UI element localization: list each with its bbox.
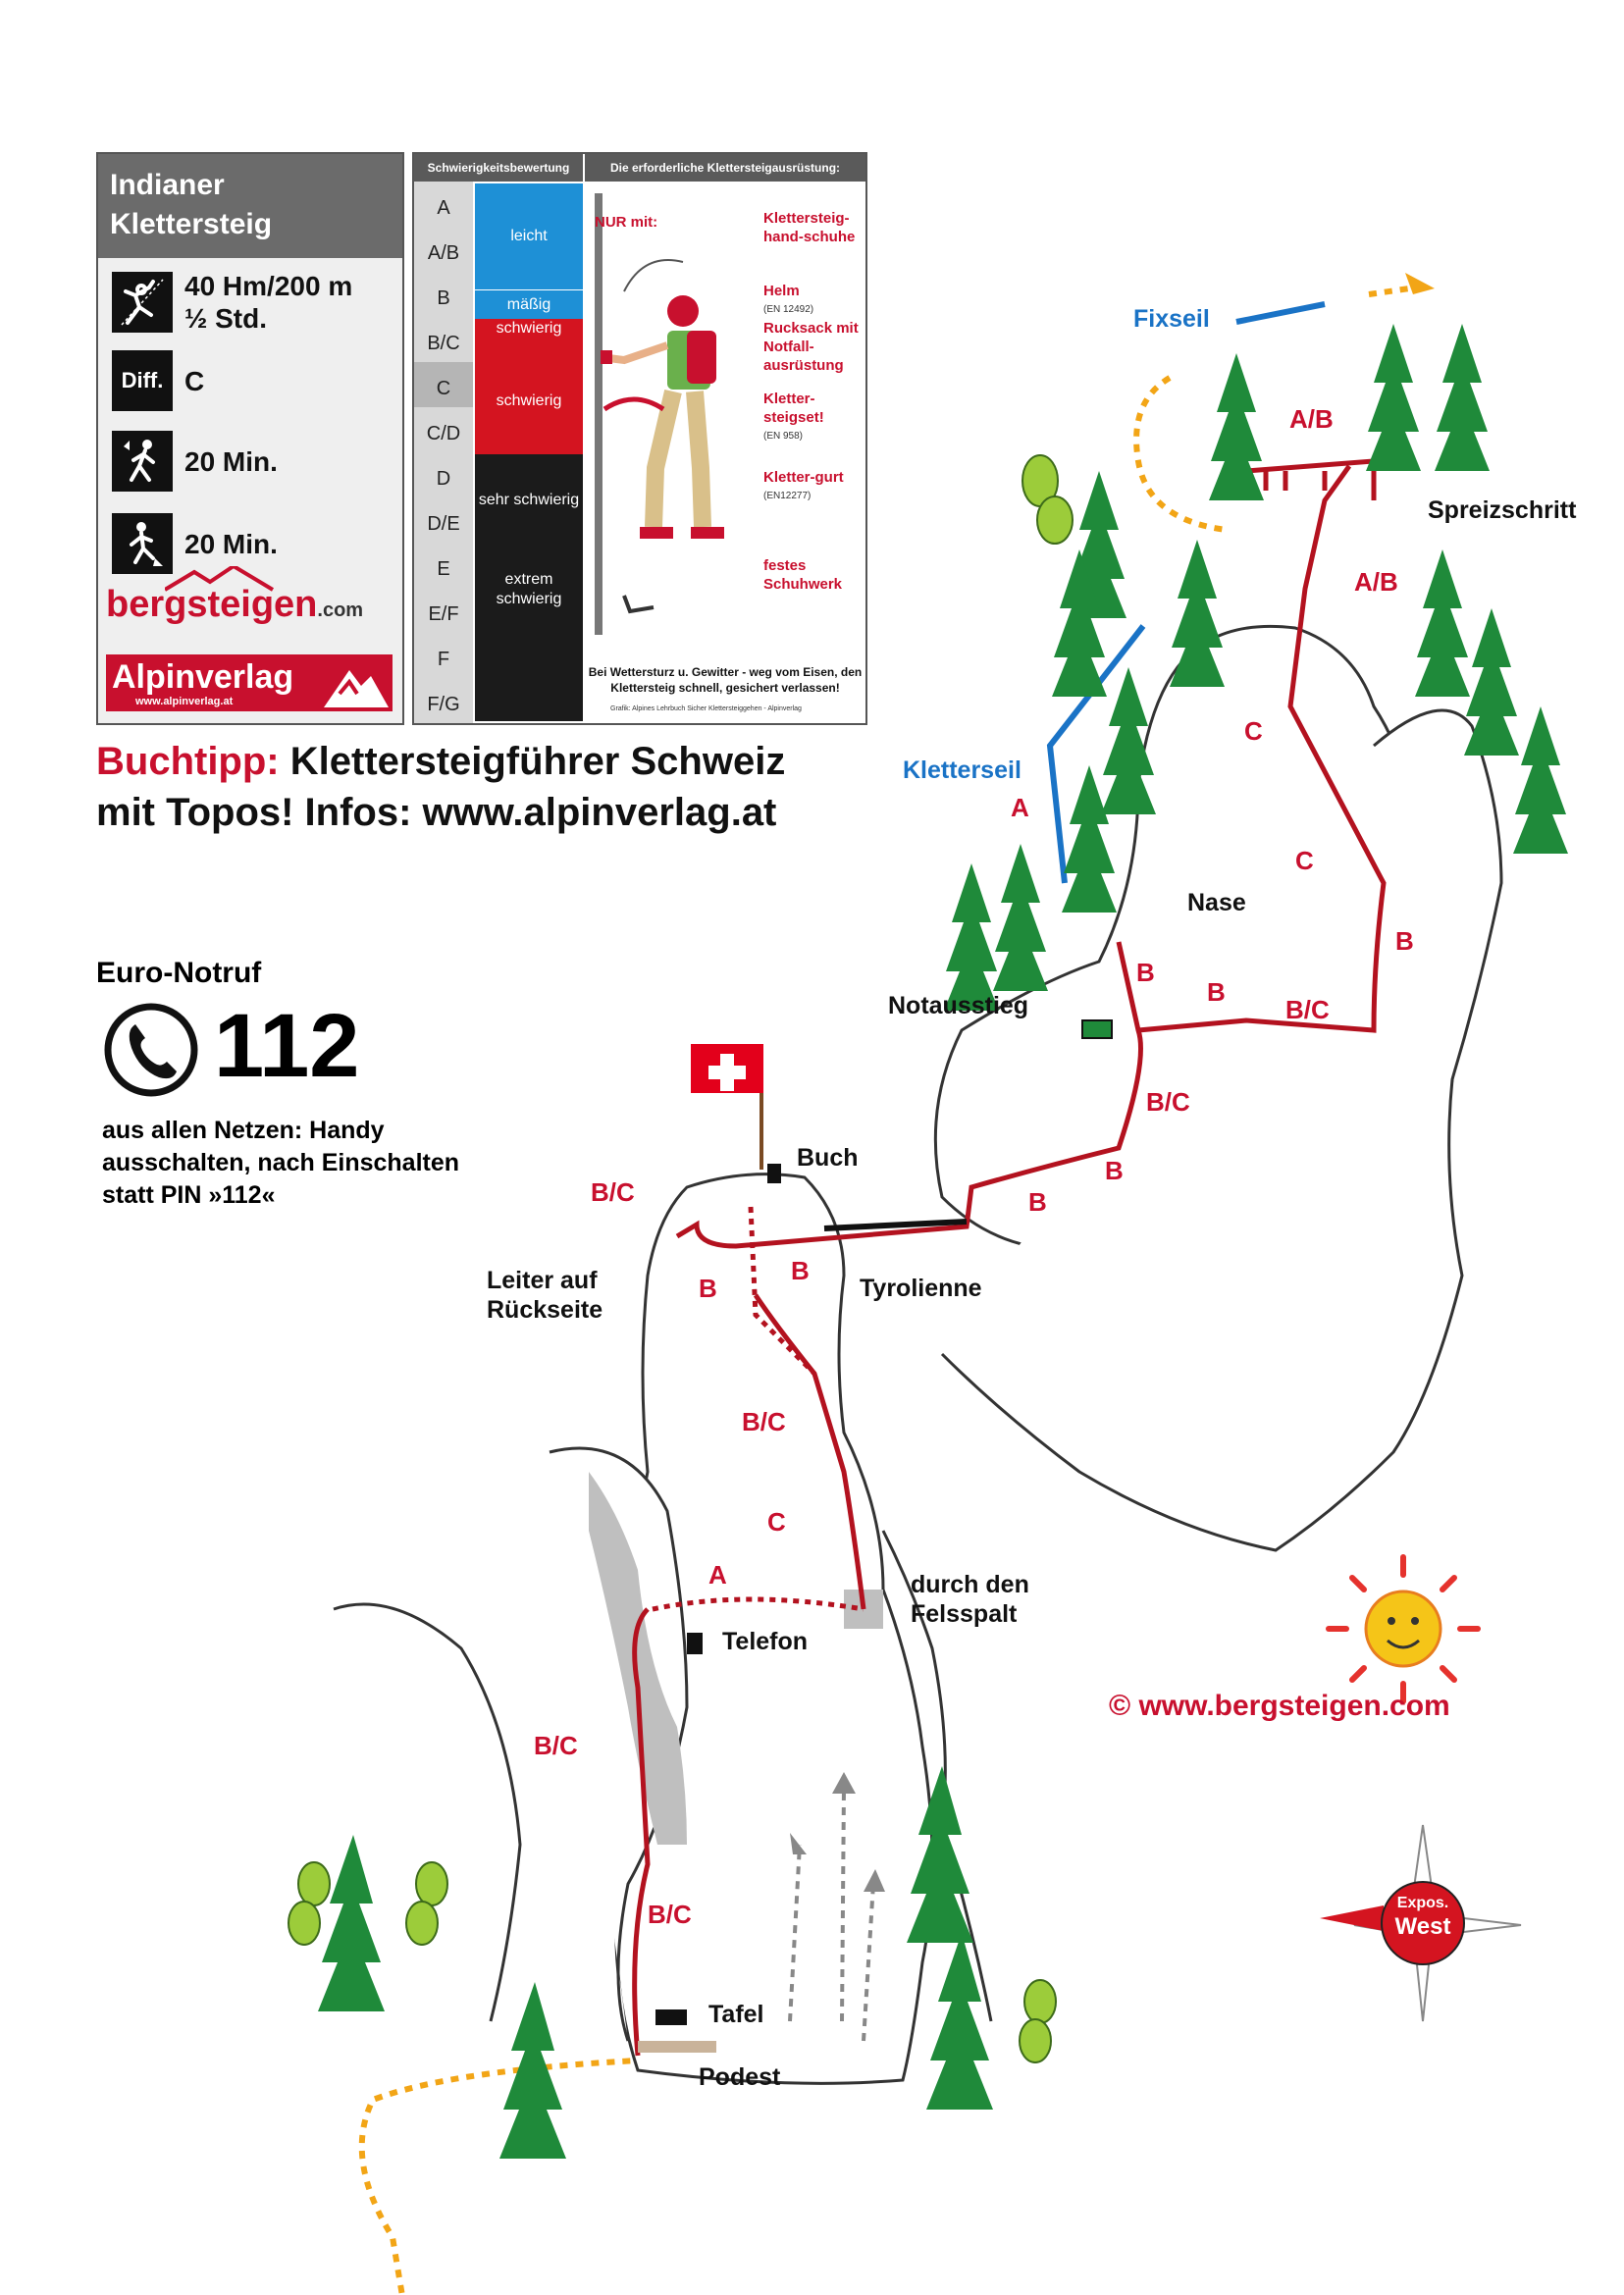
- weather-warning: Bei Wettersturz u. Gewitter - weg vom Eisen, den Klettersteig schnell, gesichert verlassen!: [588, 665, 863, 695]
- grade-label: B/C: [534, 1731, 578, 1760]
- grade-scale-item: C: [436, 377, 451, 399]
- bergsteigen-logo-text: bergsteigen: [106, 584, 318, 625]
- grade-scale-item: B: [437, 287, 450, 309]
- summit-flag-icon: [1405, 273, 1435, 294]
- emergency-title: Euro-Notruf: [96, 957, 262, 989]
- book-tip-info: mit Topos! Infos: www.alpinverlag.at: [96, 791, 777, 834]
- grade-scale-item: C/D: [426, 422, 461, 444]
- difficulty-value: C: [184, 365, 205, 396]
- height-meters: 40 Hm/200 m: [184, 271, 353, 301]
- label-tafel: Tafel: [708, 2001, 764, 2028]
- approach-path: [362, 2060, 638, 2295]
- compass-label-line2: West: [1394, 1913, 1451, 1940]
- grade-label: B: [699, 1274, 717, 1303]
- scale-schwierig-1: schwierig: [475, 319, 583, 348]
- label-leiter-line2: Rückseite: [487, 1296, 603, 1324]
- telefon-marker: [687, 1633, 703, 1654]
- label-fixseil: Fixseil: [1133, 305, 1210, 333]
- label-tyrolienne: Tyrolienne: [860, 1275, 982, 1302]
- grade-label: B/C: [742, 1407, 786, 1436]
- gear-set-norm: (EN 958): [763, 431, 804, 442]
- book-tip-title: Klettersteigführer Schweiz: [289, 740, 786, 783]
- grade-label: B: [1207, 977, 1226, 1007]
- grade-label: B/C: [1285, 995, 1330, 1024]
- sun-icon: [1329, 1557, 1478, 1701]
- copyright-notice: © www.bergsteigen.com: [1109, 1690, 1450, 1722]
- grade-scale-item: B/C: [427, 332, 460, 354]
- gear-rucksack: Rucksack mit Notfall-ausrüstung: [763, 320, 859, 374]
- gear-gurt-norm: (EN12277): [763, 491, 812, 501]
- label-podest: Podest: [699, 2063, 781, 2091]
- gear-schuhwerk: festes Schuhwerk: [763, 557, 843, 593]
- grade-scale-item: F: [437, 648, 450, 670]
- label-felsspalt-line2: Felsspalt: [911, 1600, 1018, 1628]
- grade-scale-item: A: [437, 196, 450, 219]
- compass-label-line1: Expos.: [1396, 1895, 1449, 1911]
- scale-extrem-schwierig: extrem schwierig: [475, 547, 583, 721]
- gear-nur-mit: NUR mit:: [595, 214, 658, 231]
- grade-label: B/C: [591, 1177, 635, 1207]
- duration: ½ Std.: [184, 303, 268, 334]
- emergency-note-line1: aus allen Netzen: Handy: [102, 1117, 385, 1144]
- grade-label: A/B: [1289, 404, 1334, 434]
- label-telefon: Telefon: [722, 1628, 809, 1655]
- label-nase: Nase: [1187, 889, 1246, 916]
- gear-helm-norm: (EN 12492): [763, 304, 814, 315]
- gear-set-label: Kletter-steigset!: [763, 391, 824, 426]
- fixseil-line: [1236, 304, 1325, 322]
- gear-handschuhe: Klettersteig-hand-schuhe: [763, 210, 856, 245]
- grade-label: B/C: [648, 1900, 692, 1929]
- grade-label: A/B: [1354, 567, 1398, 597]
- grade-label: C: [767, 1507, 786, 1537]
- approach-time: 20 Min.: [184, 445, 278, 477]
- grade-label: A: [1011, 793, 1029, 822]
- grade-label: C: [1295, 846, 1314, 875]
- label-leiter: [487, 1266, 602, 1325]
- grade-label: C: [1244, 716, 1263, 746]
- gear-helm-label: Helm: [763, 283, 800, 299]
- label-kletterseil: Kletterseil: [903, 756, 1022, 784]
- grade-scale-item: E/F: [428, 602, 459, 625]
- emergency-note-line2: ausschalten, nach Einschalten: [102, 1149, 460, 1176]
- summit-book-marker: [767, 1164, 781, 1183]
- label-buch: Buch: [797, 1144, 859, 1172]
- grade-scale-item: E: [437, 557, 450, 580]
- grade-scale-item: D/E: [427, 512, 460, 535]
- gear-heading: Die erforderliche Klettersteigausrüstung:: [585, 154, 865, 182]
- bergsteigen-logo-com: .com: [317, 600, 364, 621]
- difficulty-tag: Diff.: [112, 350, 173, 411]
- grade-scale-item: D: [436, 467, 451, 490]
- grade-label: B/C: [1146, 1087, 1190, 1117]
- label-felsspalt-line1: durch den: [911, 1571, 1029, 1598]
- descent-time: 20 Min.: [184, 528, 278, 559]
- scale-schwierig-2: schwierig: [475, 348, 583, 454]
- grade-label: B: [1395, 926, 1414, 956]
- label-spreizschritt: Spreizschritt: [1428, 496, 1577, 524]
- grade-scale-item: F/G: [427, 693, 460, 715]
- grade-label: B: [1105, 1156, 1124, 1185]
- grade-label: A: [708, 1560, 727, 1590]
- alpinverlag-logo-url: www.alpinverlag.at: [135, 696, 234, 707]
- route-title-line2: Klettersteig: [110, 208, 273, 240]
- alpinverlag-logo-text: Alpinverlag: [112, 658, 294, 696]
- book-tip-label: Buchtipp:: [96, 740, 280, 783]
- grade-label: B: [1136, 958, 1155, 987]
- scale-maessig: mäßig: [475, 289, 583, 320]
- grade-scale-item: A/B: [427, 241, 460, 264]
- scale-leicht: leicht: [475, 183, 583, 289]
- emergency-number: 112: [214, 996, 360, 1096]
- tafel-marker: [655, 2009, 687, 2025]
- label-felsspalt: [911, 1570, 1029, 1629]
- label-notausstieg: Notausstieg: [888, 992, 1029, 1019]
- compass-label: [1384, 1892, 1462, 1939]
- scale-sehr-schwierig: sehr schwierig: [475, 454, 583, 547]
- notausstieg-marker: [1082, 1020, 1112, 1038]
- difficulty-scale-heading: Schwierigkeitsbewertung: [414, 154, 583, 182]
- grade-label: B: [791, 1256, 810, 1285]
- label-leiter-line1: Leiter auf: [487, 1267, 598, 1294]
- gear-gurt-label: Kletter-gurt: [763, 469, 844, 486]
- emergency-note-line3: statt PIN »112«: [102, 1181, 276, 1209]
- route-title-line1: Indianer: [110, 169, 225, 201]
- grade-label: B: [1028, 1187, 1047, 1217]
- graphic-credit: Grafik: Alpines Lehrbuch Sicher Klettersteiggehen - Alpinverlag: [610, 705, 802, 712]
- podest-marker: [638, 2041, 716, 2053]
- fixseil-approach-path: [1136, 378, 1227, 530]
- rock-outlines: [334, 626, 1501, 2083]
